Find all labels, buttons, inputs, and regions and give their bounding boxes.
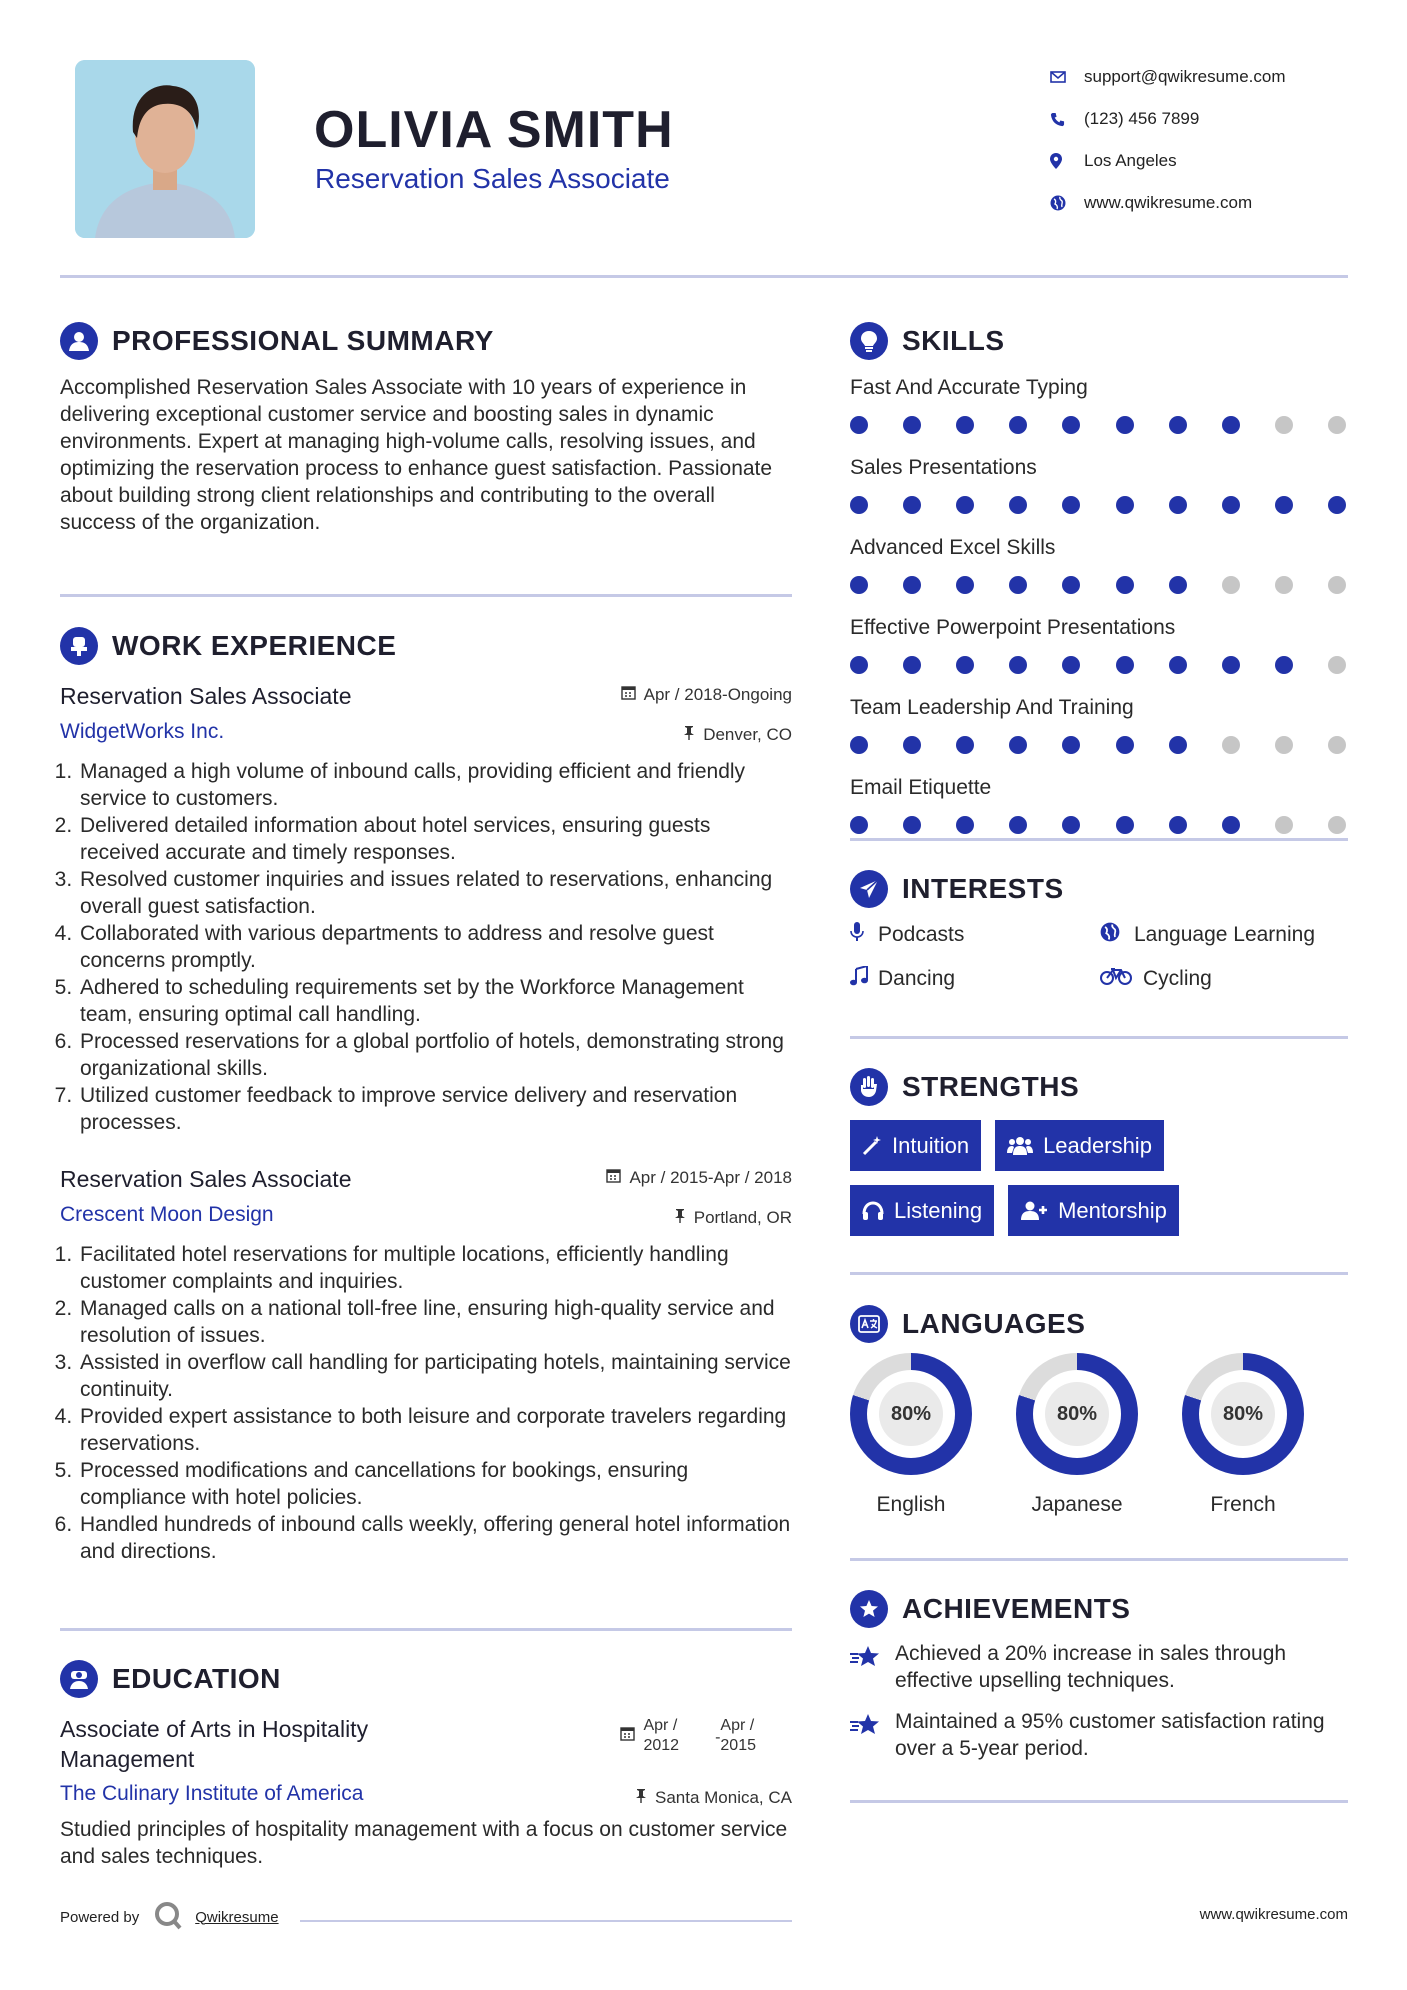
headphones-icon [862,1201,884,1221]
map-pin-icon [1050,153,1084,169]
interest-item: Cycling [1100,966,1348,992]
rating-dot-filled [956,736,974,754]
skill-rating [850,416,1346,434]
rating-dot-filled [903,576,921,594]
degree-title: Associate of Arts in Hospitality Management [60,1716,369,1772]
language-item: 80% French [1182,1353,1304,1517]
rating-dot-filled [1116,576,1134,594]
interests-section [850,870,1348,992]
globe-icon [1100,922,1134,948]
skill-name: Fast And Accurate Typing [850,376,1088,399]
pushpin-icon [683,725,695,745]
experience-divider [60,1628,792,1631]
skill-rating [850,576,1346,594]
strength-tag: Leadership [995,1120,1164,1171]
rating-dot-filled [1062,656,1080,674]
summary-text: Accomplished Reservation Sales Associate with 10 years of experience in delivering exceptional customer service and boosting sales in dynamic environments. Expert at managing high-volume calls, resolving issues, and optimizing the reservation process to enhance guest satisfaction. Passionate about building strong client relationships and contributing to the overall success of the organization. [60,376,773,534]
list-item: 5. Processed modifications and cancellations for bookings, ensuring compliance with hotel policies. [78,1457,792,1511]
list-item: 4. Provided expert assistance to both leisure and corporate travelers regarding reservations. [78,1403,792,1457]
pushpin-icon [635,1788,647,1808]
rating-dot-filled [1009,416,1027,434]
list-item: 6. Handled hundreds of inbound calls weekly, offering general hotel information and directions. [78,1511,792,1565]
rating-dot-filled [1009,656,1027,674]
rating-dot-filled [1116,496,1134,514]
bicycle-icon [1100,967,1143,991]
school-name: The Culinary Institute of America [60,1782,364,1805]
rating-dot-filled [1009,576,1027,594]
strength-tag: Mentorship [1008,1185,1179,1236]
rating-dot-empty [1275,576,1293,594]
skill-name: Sales Presentations [850,456,1037,479]
skills-section [850,322,1348,834]
list-item: 7. Utilized customer feedback to improve service delivery and reservation processes. [78,1082,792,1136]
rating-dot-empty [1275,416,1293,434]
hand-icon [850,1068,888,1106]
rating-dot-filled [956,496,974,514]
rating-dot-empty [1328,576,1346,594]
rating-dot-empty [1222,736,1240,754]
education-text: Studied principles of hospitality management with a focus on customer service and sales techniques. [60,1818,788,1868]
achievements-section [850,1590,1348,1762]
footer-divider [300,1920,792,1922]
skill-item [850,616,1348,674]
rating-dot-filled [1169,736,1187,754]
rating-dot-filled [956,416,974,434]
rating-dot-filled [1222,656,1240,674]
rating-dot-filled [850,736,868,754]
strengths-section [850,1068,1348,1236]
globe-icon [1050,195,1084,211]
pushpin-icon [674,1208,686,1228]
portrait-image [75,60,255,238]
rating-dot-filled [1169,656,1187,674]
skill-rating [850,736,1346,754]
rating-dot-filled [850,576,868,594]
skills-heading: SKILLS [850,322,1348,360]
rating-dot-filled [1169,576,1187,594]
skill-name: Email Etiquette [850,776,992,799]
skill-item [850,696,1348,754]
strength-tag: Listening [850,1185,994,1236]
rating-dot-filled [1116,656,1134,674]
rating-dot-filled [903,736,921,754]
qwikresume-logo-icon [153,1900,183,1934]
candidate-title: Reservation Sales Associate [315,163,670,194]
rating-dot-filled [1169,496,1187,514]
skill-item [850,776,1348,834]
achievement-item: Maintained a 95% customer satisfaction rating over a 5-year period. [850,1708,1348,1762]
footer-website[interactable]: www.qwikresume.com [1199,1906,1348,1923]
contact-phone[interactable]: (123) 456 7899 [1050,98,1286,140]
list-item: 2. Managed calls on a national toll-free line, ensuring high-quality service and resolution of issues. [78,1295,792,1349]
list-item: 3. Assisted in overflow call handling for participating hotels, maintaining service continuity. [78,1349,792,1403]
job-date: Apr / 2018-Ongoing [621,685,792,705]
rating-dot-empty [1222,576,1240,594]
language-item: 80% English [850,1353,972,1517]
list-item: 3. Resolved customer inquiries and issues related to reservations, enhancing overall guest satisfaction. [78,866,792,920]
rating-dot-filled [850,416,868,434]
interest-item: Language Learning [1100,922,1348,948]
rating-dot-empty [1275,816,1293,834]
achievements-heading: ACHIEVEMENTS [850,1590,1348,1628]
list-item: 1. Facilitated hotel reservations for multiple locations, efficiently handling customer complaints and inquiries. [78,1241,792,1295]
rating-dot-filled [850,496,868,514]
interests-heading: INTERESTS [850,870,1348,908]
languages-heading: LANGUAGES [850,1305,1348,1343]
contact-location: Los Angeles [1050,140,1286,182]
education-section [60,1660,792,1870]
phone-icon [1050,112,1084,127]
powered-by: Powered by Qwikresume [60,1900,279,1934]
rating-dot-filled [1009,496,1027,514]
rating-dot-filled [850,656,868,674]
rating-dot-filled [1222,496,1240,514]
profile-photo [75,60,255,238]
rating-dot-filled [1116,816,1134,834]
contact-website[interactable]: www.qwikresume.com [1050,182,1286,224]
contact-email[interactable]: support@qwikresume.com [1050,56,1286,98]
language-progress-ring: 80% [1182,1353,1304,1475]
skill-item [850,536,1348,594]
job-entry-1 [60,683,792,1136]
calendar-icon [606,1168,621,1188]
user-icon [60,322,98,360]
job-company: WidgetWorks Inc. [60,720,225,743]
languages-divider [850,1558,1348,1561]
list-item: 5. Adhered to scheduling requirements set by the Workforce Management team, ensuring optimal call handling. [78,974,792,1028]
list-item: 6. Processed reservations for a global portfolio of hotels, demonstrating strong organizational skills. [78,1028,792,1082]
rating-dot-filled [903,816,921,834]
magic-wand-icon [862,1136,882,1156]
rating-dot-filled [1062,416,1080,434]
paper-plane-icon [850,870,888,908]
rating-dot-filled [1062,736,1080,754]
rating-dot-empty [1328,416,1346,434]
calendar-icon [620,1726,635,1747]
language-progress-ring: 80% [1016,1353,1138,1475]
star-badge-icon [850,1590,888,1628]
rating-dot-filled [1009,816,1027,834]
interests-divider [850,1036,1348,1039]
rating-dot-filled [1275,656,1293,674]
skill-item [850,376,1348,434]
contact-block [1050,56,1286,224]
job-date: Apr / 2015-Apr / 2018 [606,1168,792,1188]
job-role: Reservation Sales Associate [60,683,352,709]
rating-dot-filled [1169,416,1187,434]
education-location: Santa Monica, CA [635,1788,792,1808]
skill-name: Team Leadership And Training [850,696,1134,719]
rating-dot-filled [1009,736,1027,754]
rating-dot-filled [1169,816,1187,834]
job-entry-2 [60,1166,792,1565]
summary-divider [60,594,792,597]
rating-dot-filled [1062,816,1080,834]
shooting-star-icon [850,1640,895,1675]
job-duties-list [60,1241,792,1565]
rating-dot-filled [1275,496,1293,514]
skill-name: Effective Powerpoint Presentations [850,616,1176,639]
job-location: Denver, CO [683,725,792,745]
rating-dot-empty [1275,736,1293,754]
user-plus-icon [1020,1201,1048,1221]
skills-divider [850,838,1348,841]
shooting-star-icon [850,1708,895,1743]
rating-dot-filled [1328,496,1346,514]
skill-name: Advanced Excel Skills [850,536,1056,559]
strength-tag: Intuition [850,1120,981,1171]
users-icon [1007,1136,1033,1156]
graduate-icon [60,1660,98,1698]
rating-dot-filled [1222,416,1240,434]
calendar-icon [621,685,636,705]
interest-item: Dancing [850,966,1100,992]
skill-rating [850,496,1346,514]
job-company: Crescent Moon Design [60,1203,274,1226]
briefcase-icon [60,627,98,665]
rating-dot-filled [956,576,974,594]
rating-dot-filled [1116,416,1134,434]
strengths-divider [850,1272,1348,1275]
language-progress-ring: 80% [850,1353,972,1475]
skill-item [850,456,1348,514]
skill-rating [850,816,1346,834]
rating-dot-filled [956,656,974,674]
rating-dot-empty [1328,816,1346,834]
music-note-icon [850,966,878,992]
interests-list [850,922,1348,992]
achievements-list [850,1640,1348,1762]
experience-heading: WORK EXPERIENCE [60,627,792,665]
job-role: Reservation Sales Associate [60,1166,352,1192]
rating-dot-filled [1062,496,1080,514]
education-dates: Apr / 2012 - Apr / 2015 [620,1716,756,1756]
strength-tags [850,1120,1348,1236]
experience-section [60,627,792,1565]
language-item: 80% Japanese [1016,1353,1138,1517]
envelope-icon [1050,71,1084,83]
list-item: 2. Delivered detailed information about hotel services, ensuring guests received accurate and timely responses. [78,812,792,866]
header-divider [60,275,1348,278]
rating-dot-filled [903,416,921,434]
lightbulb-icon [850,322,888,360]
rating-dot-filled [903,656,921,674]
qwikresume-link[interactable]: Qwikresume [195,1908,279,1926]
microphone-icon [850,922,878,948]
summary-section [60,322,792,536]
education-heading: EDUCATION [60,1660,792,1698]
strengths-heading: STRENGTHS [850,1068,1348,1106]
summary-heading: PROFESSIONAL SUMMARY [60,322,792,360]
job-location: Portland, OR [674,1208,792,1228]
rating-dot-filled [903,496,921,514]
candidate-name: OLIVIA SMITH [314,101,674,159]
achievement-item: Achieved a 20% increase in sales through effective upselling techniques. [850,1640,1348,1694]
rating-dot-empty [1328,736,1346,754]
job-duties-list [60,758,792,1136]
rating-dot-filled [850,816,868,834]
rating-dot-filled [956,816,974,834]
language-icon [850,1305,888,1343]
list-item: 4. Collaborated with various departments to address and resolve guest concerns promptly. [78,920,792,974]
rating-dot-filled [1062,576,1080,594]
rating-dot-empty [1328,656,1346,674]
rating-dot-filled [1116,736,1134,754]
languages-section [850,1305,1348,1525]
rating-dot-filled [1222,816,1240,834]
skills-list [850,376,1348,834]
interest-item: Podcasts [850,922,1100,948]
list-item: 1. Managed a high volume of inbound calls, providing efficient and friendly service to customers. [78,758,792,812]
achievements-divider [850,1800,1348,1803]
skill-rating [850,656,1346,674]
